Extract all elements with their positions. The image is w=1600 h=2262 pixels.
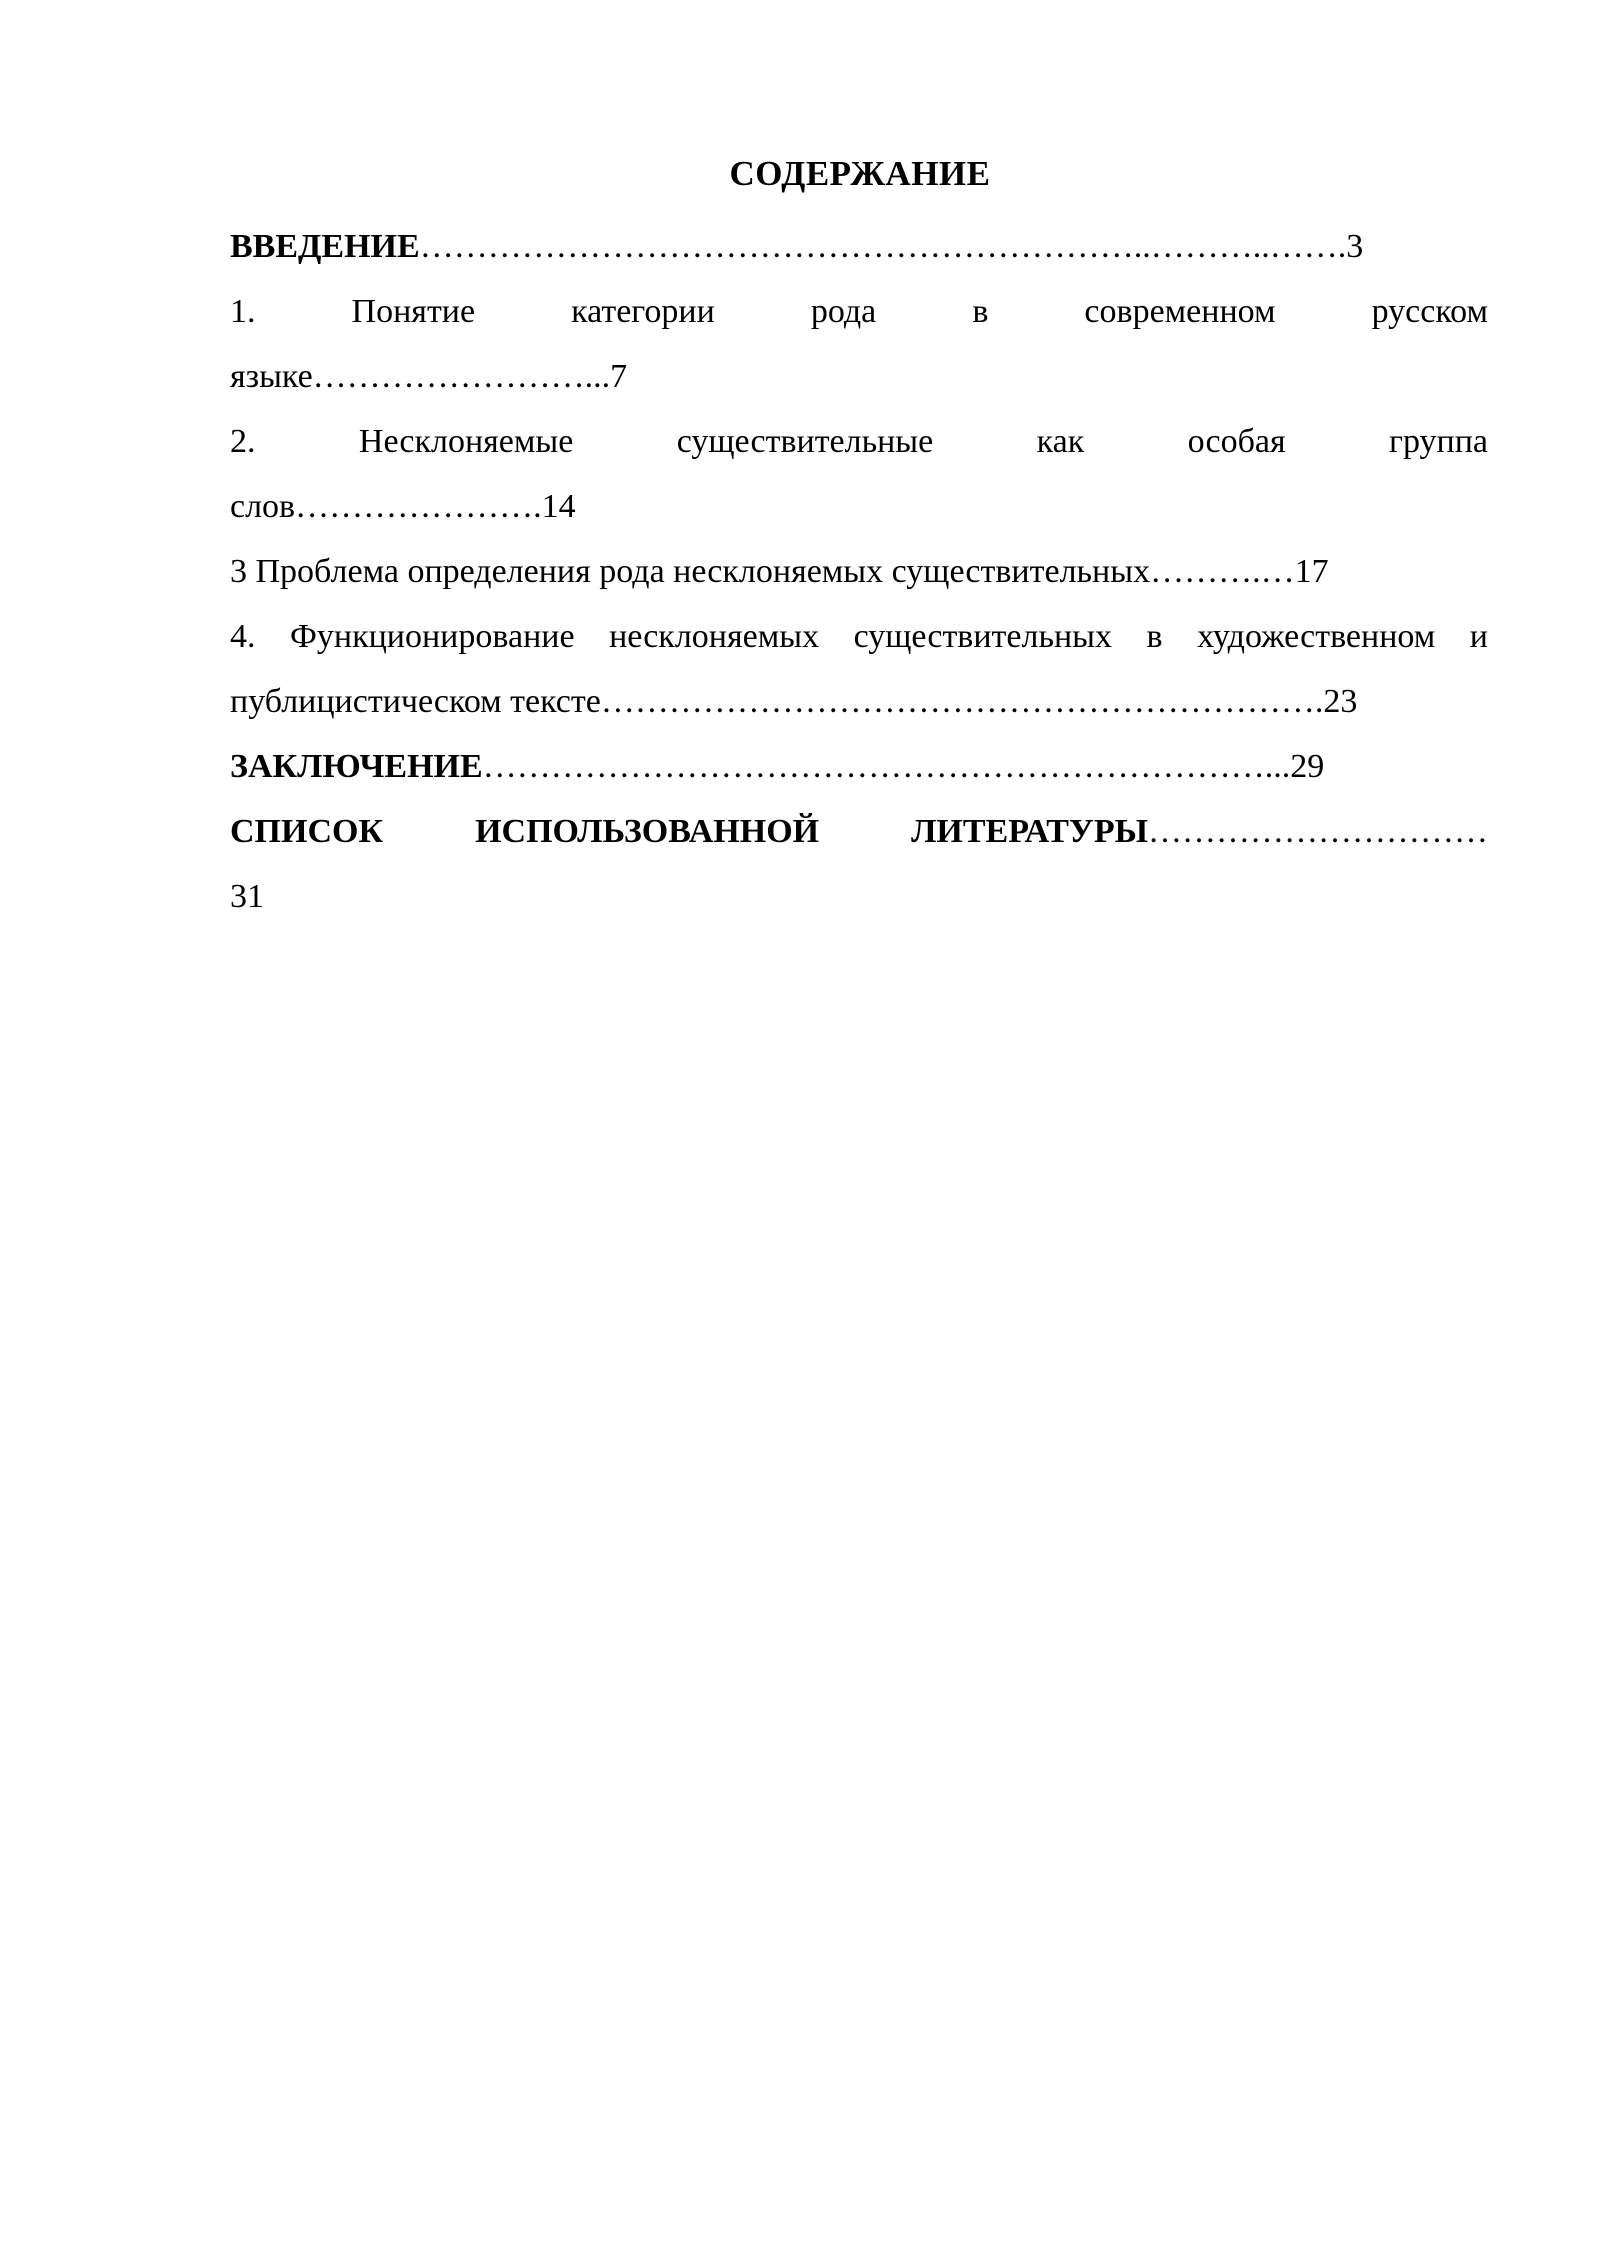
toc-section-1-title: 1. Понятие категории рода в современном русском (230, 293, 1488, 330)
toc-entry-references (230, 799, 1488, 864)
toc-leader-page-conclusion: ……………………………………………………………...29 (482, 748, 1325, 785)
toc-leader-page-introduction: ………………………………………………………..………..…….3 (419, 228, 1364, 265)
toc-entry-section-4 (230, 604, 1488, 669)
toc-entry-section-2 (230, 409, 1488, 474)
toc-section-3-title: 3 Проблема определения рода несклоняемых существительных……….…17 (230, 553, 1329, 590)
table-of-contents (230, 214, 1488, 929)
toc-entry-section-2-cont (230, 474, 1488, 539)
toc-leader-references: ………………………… (1148, 813, 1488, 850)
toc-page-references: 31 (230, 878, 264, 915)
toc-entry-section-3 (230, 539, 1488, 604)
toc-entry-section-1-cont (230, 344, 1488, 409)
toc-section-4-title: 4. Функционирование несклоняемых существительных в художественном и (230, 618, 1488, 655)
toc-heading-conclusion: ЗАКЛЮЧЕНИЕ (230, 748, 483, 785)
toc-entry-references-page (230, 864, 1488, 929)
toc-entry-section-1 (230, 279, 1488, 344)
toc-section-1-title-end: языке……………………...7 (230, 358, 628, 395)
toc-entry-introduction (230, 214, 1488, 279)
toc-heading-introduction: ВВЕДЕНИЕ (230, 228, 420, 265)
toc-title: СОДЕРЖАНИЕ (729, 154, 991, 193)
toc-entry-section-4-cont (230, 669, 1488, 734)
toc-section-2-title-end: слов………………….14 (230, 488, 576, 525)
toc-section-4-title-end: публицистическом тексте……………………………………………………….23 (230, 683, 1358, 720)
toc-section-2-title: 2. Несклоняемые существительные как особая группа (230, 423, 1488, 460)
toc-heading-references: СПИСОК ИСПОЛЬЗОВАННОЙ ЛИТЕРАТУРЫ (230, 813, 1148, 850)
toc-entry-conclusion (230, 734, 1488, 799)
